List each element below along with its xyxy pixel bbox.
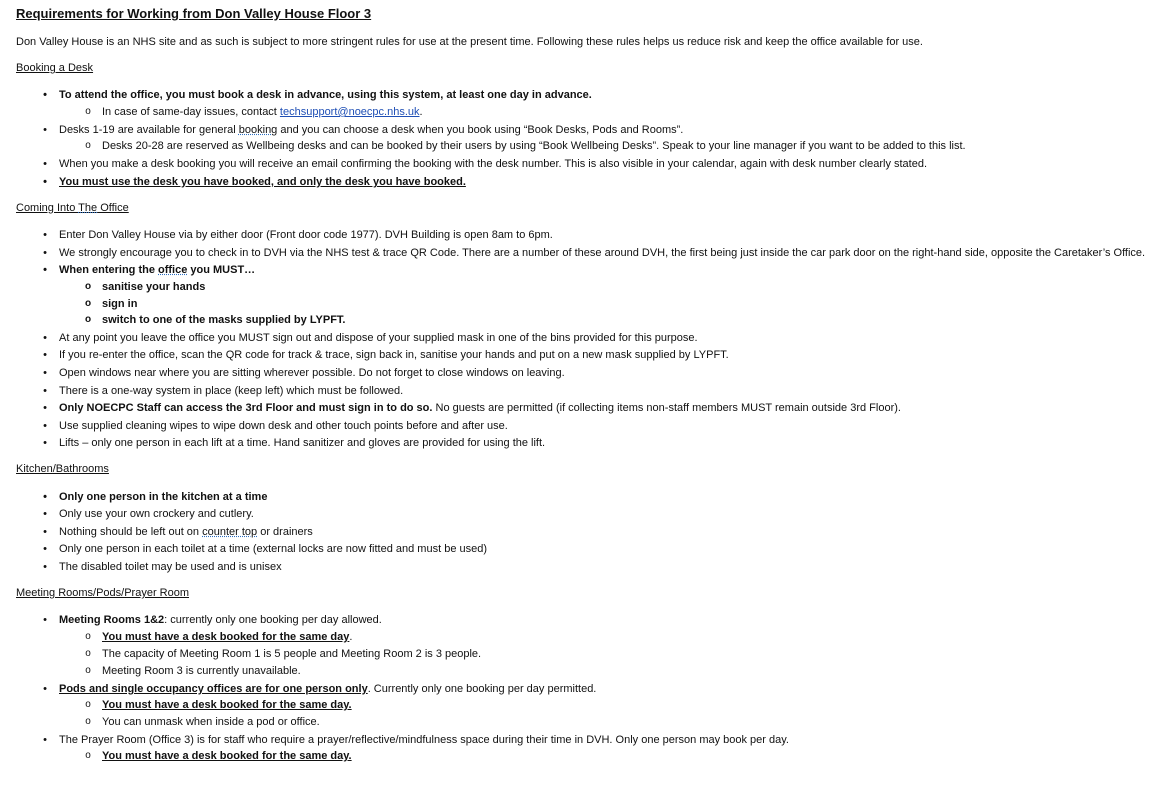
bullet-marker: • [43, 420, 47, 432]
list-item-text: counter top [202, 526, 258, 538]
sub-bullet-marker: o [85, 106, 91, 117]
list-item-text: The disabled toilet may be used and is unisex [59, 561, 282, 573]
bullet-marker: • [43, 367, 47, 379]
list-item-text: booking [238, 124, 278, 136]
list-item-text: There is a one-way system in place (keep left) which must be followed. [59, 385, 404, 397]
list-item-text: At any point you leave the office you MUST sign out and dispose of your supplied mask in one of the bins provided for this purpose. [59, 332, 698, 344]
bullet-marker: • [43, 437, 47, 449]
heading-text: Office [97, 202, 129, 214]
heading-text: Coming Into [16, 202, 79, 214]
list-item-text: Only one person in the kitchen at a time [59, 491, 268, 503]
bullet-marker: • [43, 124, 47, 136]
list-item [43, 264, 256, 279]
list-item-text: You must use the desk you have booked, and only the desk you have booked. [59, 176, 466, 188]
list-item [43, 349, 729, 364]
list-item-text: Desks 20-28 are reserved as Wellbeing desks and can be booked by their users by using “Book Wellbeing Desks”. Speak to your line manager if you want to be added to this list. [102, 140, 966, 152]
list-item-text: or drainers [257, 526, 313, 538]
list-item [43, 158, 928, 173]
list-item [85, 750, 352, 765]
list-item-text: sign in [102, 298, 138, 310]
bullet-marker: • [43, 526, 47, 538]
list-item-text: Meeting Rooms 1&2 [59, 614, 165, 626]
list-item [43, 229, 553, 244]
list-item-text: In case of same-day issues, contact [102, 106, 280, 118]
heading-text: The [78, 202, 98, 214]
list-item-text: When entering the [59, 264, 158, 276]
list-item [84, 298, 138, 313]
list-item [43, 124, 684, 139]
list-item [43, 332, 698, 347]
list-item [43, 491, 268, 506]
list-item [85, 631, 353, 646]
list-item [85, 699, 352, 714]
bullet-marker: • [43, 491, 47, 503]
list-item-text: . Currently only one booking per day permitted. [367, 683, 597, 695]
list-item [43, 614, 382, 629]
list-item [43, 683, 597, 698]
list-item [43, 508, 254, 523]
list-item-text: When you make a desk booking you will receive an email confirming the booking with the desk number. This is also visible in your calendar, again with desk number clearly stated. [59, 158, 928, 170]
techsupport-email-link[interactable]: techsupport@noecpc.nhs.uk [279, 106, 420, 118]
list-item-text: The Prayer Room (Office 3) is for staff who require a prayer/reflective/mindfulness space during their time in DVH. Only one person may book per day. [59, 734, 789, 746]
list-item-text: To attend the office, you must book a desk in advance, using this system, at least one day in advance. [59, 89, 592, 101]
bullet-marker: • [43, 229, 47, 241]
sub-bullet-marker: o [85, 750, 91, 761]
list-item-text: You must have a desk booked for the same day. [102, 699, 352, 711]
list-item-text: Open windows near where you are sitting wherever possible. Do not forget to close windows on leaving. [59, 367, 565, 379]
list-item-text: We strongly encourage you to check in to DVH via the NHS test & trace QR Code. There are a number of these around DVH, the first being just inside the car park door on the right-hand side, opposite the Caretaker’s Office. [59, 247, 1146, 259]
heading-meeting-rooms: Meeting Rooms/Pods/Prayer Room [16, 587, 190, 599]
list-item [85, 665, 301, 680]
list-item [85, 648, 482, 663]
intro-paragraph: Don Valley House is an NHS site and as such is subject to more stringent rules for use at the present time. Following these rules helps us reduce risk and keep the office available for use. [16, 36, 923, 48]
sub-bullet-marker: o [85, 648, 91, 659]
list-item [43, 526, 313, 541]
bullet-marker: • [43, 247, 47, 259]
list-item-text: Meeting Room 3 is currently unavailable. [102, 665, 301, 677]
heading-kitchen-bathrooms: Kitchen/Bathrooms [16, 463, 109, 475]
bullet-marker: • [43, 508, 47, 520]
list-item-text: Enter Don Valley House via by either door (Front door code 1977). DVH Building is open 8am to 6pm. [59, 229, 553, 241]
list-item-text: sanitise your hands [102, 281, 206, 293]
list-item [43, 561, 282, 576]
list-item [43, 420, 508, 435]
list-item-text: Nothing should be left out on [59, 526, 203, 538]
list-item-text: . [419, 106, 423, 118]
list-item-text: : currently only one booking per day allowed. [164, 614, 382, 626]
list-item [43, 367, 565, 382]
list-item [43, 402, 901, 417]
list-item [43, 385, 404, 400]
bullet-marker: • [43, 614, 47, 626]
list-item-text: Only NOECPC Staff can access the 3rd Floor and must sign in to do so. [59, 402, 433, 414]
list-item-text: Use supplied cleaning wipes to wipe down desk and other touch points before and after use. [59, 420, 508, 432]
bullet-marker: • [43, 349, 47, 361]
list-item [85, 106, 423, 121]
bullet-marker: • [43, 176, 47, 188]
list-item-text: and you can choose a desk when you book using “Book Desks, Pods and Rooms”. [277, 124, 684, 136]
list-item-text: Desks 1-19 are available for general [59, 124, 239, 136]
bullet-marker: • [43, 158, 47, 170]
bullet-marker: • [43, 264, 47, 276]
sub-bullet-marker: o [85, 631, 91, 642]
list-item-text: . [349, 631, 353, 643]
list-item [43, 247, 1146, 262]
sub-bullet-marker: o [84, 314, 92, 325]
bullet-marker: • [43, 734, 47, 746]
sub-bullet-marker: o [85, 699, 91, 710]
bullet-marker: • [43, 543, 47, 555]
bullet-marker: • [43, 385, 47, 397]
list-item [43, 734, 789, 749]
list-item-text: The capacity of Meeting Room 1 is 5 people and Meeting Room 2 is 3 people. [102, 648, 482, 660]
list-item [85, 140, 966, 155]
list-item-text: You must have a desk booked for the same day [102, 631, 350, 643]
bullet-marker: • [43, 683, 47, 695]
list-item-text: You must have a desk booked for the same day. [102, 750, 352, 762]
list-item-text: Lifts – only one person in each lift at a time. Hand sanitizer and gloves are provided for using the lift. [59, 437, 546, 449]
heading-booking-a-desk: Booking a Desk [16, 62, 94, 74]
bullet-marker: • [43, 561, 47, 573]
bullet-marker: • [43, 89, 47, 101]
list-item-text: office [158, 264, 188, 276]
list-item-text: Only use your own crockery and cutlery. [59, 508, 254, 520]
list-item-text: Only one person in each toilet at a time (external locks are now fitted and must be used) [59, 543, 488, 555]
sub-bullet-marker: o [85, 716, 91, 727]
list-item [84, 281, 206, 296]
list-item-text: If you re-enter the office, scan the QR code for track & trace, sign back in, sanitise your hands and put on a new mask supplied by LYPFT. [59, 349, 729, 361]
list-item [43, 89, 592, 104]
list-item-text: switch to one of the masks supplied by LYPFT. [102, 314, 346, 326]
sub-bullet-marker: o [84, 281, 92, 292]
list-item-text: You can unmask when inside a pod or office. [102, 716, 320, 728]
list-item-text: No guests are permitted (if collecting items non-staff members MUST remain outside 3rd Floor). [432, 402, 901, 414]
sub-bullet-marker: o [85, 140, 91, 151]
list-item [84, 314, 346, 329]
document-title: Requirements for Working from Don Valley House Floor 3 [16, 6, 372, 21]
sub-bullet-marker: o [85, 665, 91, 676]
list-item [43, 543, 488, 558]
list-item-text: Pods and single occupancy offices are for one person only [59, 683, 368, 695]
bullet-marker: • [43, 402, 47, 414]
list-item [43, 176, 466, 191]
list-item [85, 716, 320, 731]
list-item [43, 437, 546, 452]
list-item-text: you MUST… [187, 264, 256, 276]
heading-coming-into-the-office [16, 202, 129, 215]
sub-bullet-marker: o [84, 298, 92, 309]
bullet-marker: • [43, 332, 47, 344]
